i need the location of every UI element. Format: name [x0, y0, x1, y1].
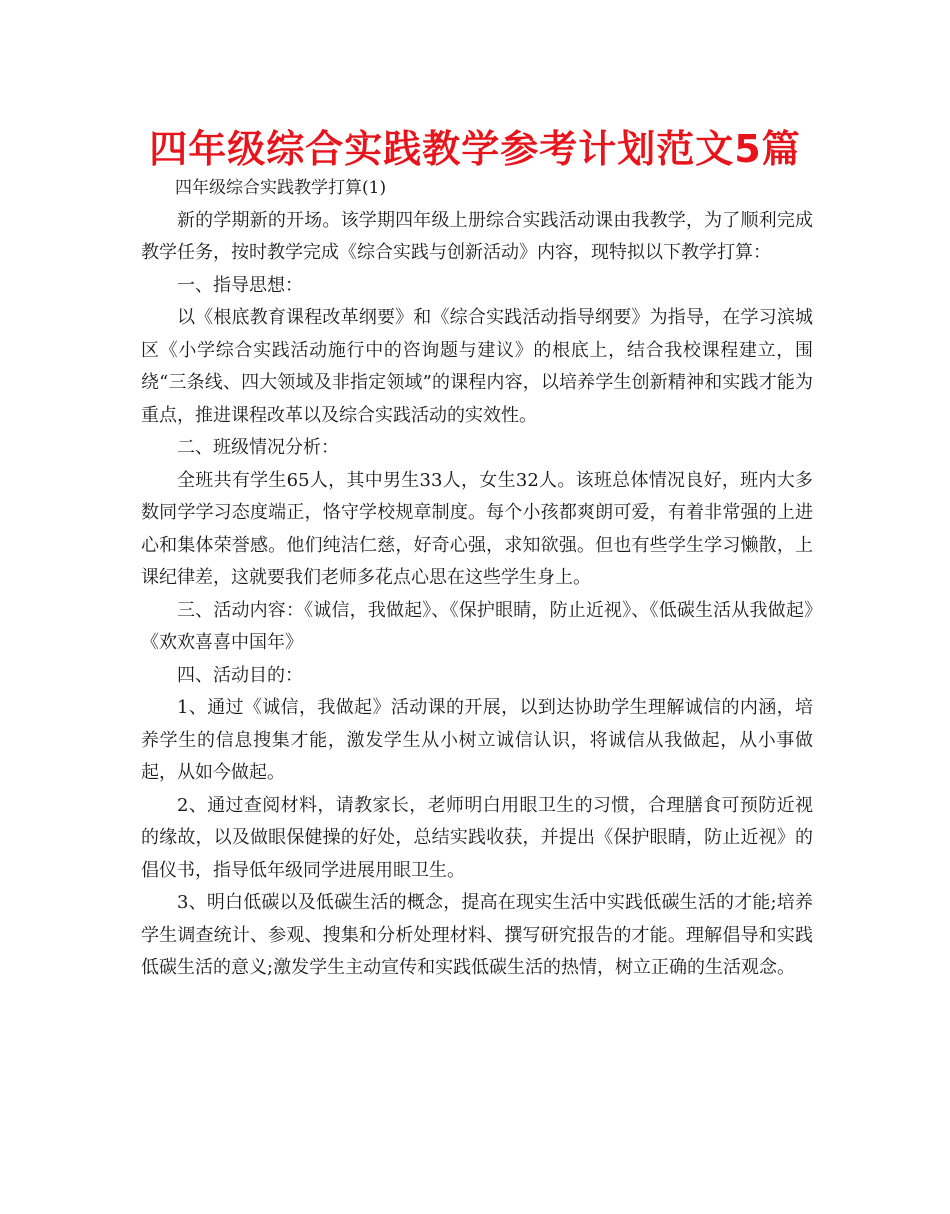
- paragraph-activity-content: 三、活动内容：《诚信，我做起》、《保护眼睛，防止近视》、《低碳生活从我做起》《欢欢喜喜中国年》: [141, 599, 813, 653]
- document-body: [141, 172, 813, 985]
- paragraph-intro: 新的学期新的开场。该学期四年级上册综合实践活动课由我教学，为了顺利完成教学任务，按时教学完成《综合实践与创新活动》内容，现特拟以下教学打算：: [141, 209, 813, 263]
- paragraph-class-analysis: 全班共有学生65人，其中男生33人，女生32人。该班总体情况良好，班内大多数同学学习态度端正，恪守学校规章制度。每个小孩都爽朗可爱，有着非常强的上进心和集体荣誉感。他们纯洁仁慈，好奇心强，求知欲强。但也有些学生学习懒散，上课纪律差，这就要我们老师多花点心思在这些学生身上。: [141, 469, 813, 588]
- document-subtitle: 四年级综合实践教学打算(1): [175, 178, 387, 198]
- paragraph-goal-2: 2、通过查阅材料，请教家长，老师明白用眼卫生的习惯，合理膳食可预防近视的缘故，以及做眼保健操的好处，总结实践收获，并提出《保护眼睛，防止近视》的倡仪书，指导低年级同学进展用眼卫生。: [141, 794, 813, 881]
- heading-activity-goals: 四、活动目的：: [177, 664, 303, 686]
- paragraph-goal-1: 1、通过《诚信，我做起》活动课的开展，以到达协助学生理解诚信的内涵，培养学生的信息搜集才能，激发学生从小树立诚信认识，将诚信从我做起，从小事做起，从如今做起。: [141, 697, 813, 783]
- paragraph-guiding-ideology: 以《根底教育课程改革纲要》和《综合实践活动指导纲要》为指导，在学习滨城区《小学综合实践活动施行中的咨询题与建议》的根底上，结合我校课程建立，围绕“三条线、四大领域及非指定领域”的课程内容，以培养学生创新精神和实践才能为重点，推进课程改革以及综合实践活动的实效性。: [141, 307, 813, 426]
- document-title: 四年级综合实践教学参考计划范文5篇: [149, 127, 801, 171]
- heading-guiding-ideology: 一、指导思想：: [177, 274, 303, 296]
- paragraph-goal-3: 3、明白低碳以及低碳生活的概念，提高在现实生活中实践低碳生活的才能;培养学生调查统计、参观、搜集和分析处理材料、撰写研究报告的才能。理解倡导和实践低碳生活的意义;激发学生主动宣传和实践低碳生活的热情，树立正确的生活观念。: [141, 892, 813, 978]
- heading-class-analysis: 二、班级情况分析：: [177, 437, 339, 458]
